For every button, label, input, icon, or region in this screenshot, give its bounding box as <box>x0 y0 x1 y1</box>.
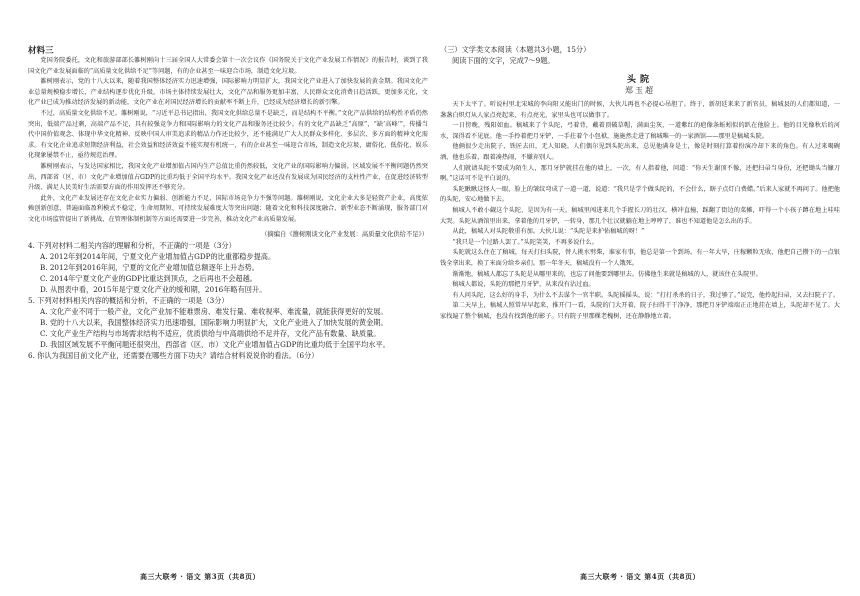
story-paragraph: 稿城人不敢小觑这个头陀，是因为有一天，稿城里闯进来几个手握长刀的壮汉，横冲直撞，踩翻了街边的菜摊，吓得一个小孩子蹲在地上哇哇大哭。头陀从酒馆里出来，拿着他的月牙铲，一转身，那几个壮汉就躺在地上哼哼了，谁也不知道他是怎么出的手。 <box>440 206 840 225</box>
story-paragraph: “我只是一个过路人罢了。”头陀笑笑，不再多说什么。 <box>452 238 598 246</box>
story-title: 头院 <box>626 75 653 85</box>
material-paragraph: 党国务院委托，文化和旅游部部长雒树刚向十三届全国人大常委会第十一次会议作《国务院关于文化产业发展工作情况》的报告时，谈到了我国文化产业发展面临的“高质量文化供给不足”等问题，有的企业甚至一味迎合市场，制造文化垃圾。 <box>28 57 428 75</box>
section-heading: （三）文学类文本阅读（本题共3小题，15分） <box>440 45 591 54</box>
story-paragraph: 第二天早上，稿城人照常早早起来，推开门一看，头院的门大开着，院子扫得干干净净，那把月牙铲端端正正地挂在墙上，头陀却不见了。大家找遍了整个稿城，也没有找到他的影子。只有院子里那棵老槐树，还在静静地立着。 <box>440 302 840 320</box>
section-instruction: 阅读下面的文字，完成7～9题。 <box>452 56 555 65</box>
question-4-option-a: A. 2012年到2014年间，宁夏文化产业增加值占GDP的比重都稳步提高。 <box>40 251 276 261</box>
story-paragraph: 一日傍晚，残阳如血。稿城来了个头陀，弓着背，戴着顶破草帽，满面尘灰，一道紫红的疤像条蚯蚓似的趴在他脸上。他的目光像秋后的河水，深得看不见底。他一手拎着把月牙铲，一手拄着个小包袱，施施然走进了稿城唯一的一家酒馆——那里是稿城头院。 <box>440 122 840 140</box>
question-5-option-a: A. 文化产业不同于一般产业，文化产业加不能难票房、难发行量、难收视率、难流量，就能获得更好的发展。 <box>40 306 388 316</box>
page-footer-left: 高三大联考 · 语文 第3页（共8页） <box>140 572 260 581</box>
question-6-stem: 6. 你认为我国目前文化产业，还需要在哪些方面下功夫？请结合材料说说你的看法。（6分） <box>28 350 319 360</box>
question-5-option-c: C. 文化产业生产结构与市场需求结构不适应，优质供给与中高端供给不足并存，文化产品有数量、缺质量。 <box>40 328 381 338</box>
story-paragraph: 从此，稿城人对头陀敬重有加。大伙儿说：“头陀是来护佑稿城的呀！” <box>452 228 645 236</box>
source-citation: （摘编自《雒树刚谈文化产业发展：高质量文化供给不足》） <box>261 230 428 238</box>
material-heading: 材料三 <box>28 46 54 56</box>
right-column <box>440 0 840 596</box>
material-paragraph: 雒树刚表示，党的十八大以来，随着我国整体经济实力迅速增强，国际影响力明显扩大，我国文化产业进入了加快发展的黄金期。我国文化产业总量规模稳步增长，产业结构逐步优化升级，市场主体持续发展壮大，文化产品和服务更加丰富，人民群众文化消费日趋活跃，更加多元化，文化产业已成为推动经济发展的新动能，文化产业在对国民经济增长的贡献率不断上升，已经成为经济增长的新引擎。 <box>28 78 428 107</box>
story-paragraph: 头陀就这么住在了稿城，每天打扫头院，替人挑水劈柴，谁家有事，他总是第一个到场。有一年大旱，庄稼颗粒无收，他把自己攒下的一点银钱全拿出来，换了米面分给乡亲们。那一年冬天，稿城没有一个人饿死。 <box>440 249 840 267</box>
story-paragraph: 渐渐地，稿城人都忘了头陀是从哪里来的，也忘了问他要到哪里去。仿佛他生来就是稿城的人，就该住在头院里。 <box>452 270 762 278</box>
story-paragraph: 他俩很少走出院子，铁匠去田，无人知晓。人们偶尔见到头陀出来，总见他满身是土，像是时刻打算着扮演冷却下来的角色。有人过来喝碗酒，他也乐着，跟着凑热闹，不嫌弃别人。 <box>440 143 840 161</box>
left-column <box>28 0 428 596</box>
question-4-option-b: B. 2012年到2016年间，宁夏的文化产业增加值总额逐年上升态势。 <box>40 262 259 272</box>
story-paragraph: 天下太平了。听说村里北宋城的李向阳又能出门的时候，大伙儿再也不必提心吊胆了。终于，新胡廷来来了新官员，稿城县的人们都知道，一盏盏白炽灯从人家点亮起来，有点亮光，家里头也可以做事了。 <box>440 101 840 119</box>
question-4-option-d: D. 从图表中看，2015年是宁夏文化产业的缓和期，2016年略有回升。 <box>40 284 267 294</box>
story-paragraph: 头陀瞅瞅这怪人一眼，脸上的皱纹弯成了一道一道，说道：“我只是学个做头陀的，不会什么，瞎子点灯白费蜡。”后来人家就不再问了。他把他的头陀，安心地做下去。 <box>440 185 840 204</box>
story-paragraph: 人们就请头陀不要成为陌生人，那月牙铲就挂在他的墙上，一次，有人指着他，问道：“你天生谢顶不像，还把扫帚当身份，还把锄头当镰刀啊。”这话可不是平白说的。 <box>440 164 840 183</box>
material-paragraph: 雒树刚表示，与发达国家相比，我国文化产业增加值占国内生产总值比重仍然较低，文化产业的国际影响力偏弱。区域发展不平衡问题仍然突出，西部省（区、市）文化产业增加值占GDP的比重均低于全国平均水平。我国文化产业还没有发展成为国民经济的支柱性产业，在促进经济转型升级、满足人民美好生活需要方面的作用发挥还不够充分。 <box>28 162 428 192</box>
question-5-option-b: B. 党的十八大以来，我国整体经济实力迅速增强，国际影响力明显扩大，文化产业进入了加快发展的黄金期。 <box>40 317 388 327</box>
question-4-option-c: C. 2014年宁夏文化产业的GDP比重达到顶点，之后再也不会超越。 <box>40 273 257 283</box>
material-paragraph: 不过，高质量文化供给不足。雒树刚说，“习近平总书记指出，我国文化供给总量不是缺乏，而是结构不平衡。”文化产品供给的结构性矛盾仍然突出，低端产品过剩，高端产品不足，具有较强竞争力和国际影响力的文化产品和服务还比较少。有的文化产品缺乏“高原”，“缺‘高峰’”，传播当代中国价值观念、体现中华文化精神、反映中国人审美追求的精品力作还比较少，还不能满足广大人民群众多样化、多层次、多方面的精神文化需求。有文化企业追求短期经济利益，社会效益和经济效益不能实现有机统一，有的企业甚至一味迎合市场，制造文化垃圾，庸俗化、低俗化、娱乐化现象屡禁不止，亟待规范治理。 <box>28 109 428 160</box>
material-paragraph: 此外，文化产业发展还存在文化企业实力偏弱、创新能力不足、国际市场竞争力不强等问题。雒树刚说，文化企业大多是轻资产企业，高度依赖创新创意，普遍面临盈利模式不稳定、生命周期短、可持续发展难度大等突出问题；随着文化和科技深度融合、新型业态不断涌现，服务部门对文化市场监管提出了新挑战，在管理体制机制等方面还需要进一步完善，推动文化产业高质量发展。 <box>28 194 428 223</box>
question-5-option-d: D. 我国区域发展不平衡问题还很突出，西部省（区、市）文化产业增加值占GDP的比重均低于全国平均水平。 <box>40 339 390 349</box>
column-divider <box>430 40 431 560</box>
story-paragraph: 稿城人都说，头陀的那把月牙铲，从来没有沾过血。 <box>452 281 595 289</box>
story-author: 郑玉超 <box>625 86 655 95</box>
question-4-stem: 4. 下列对材料二相关内容的理解和分析，不正确的一项是（3分） <box>28 240 236 250</box>
story-paragraph: 有人问头陀，这么好的身手，为什么不去谋个一官半职。头陀摇摇头，说：“打打杀杀的日子，我过够了。”说完，他拎起扫帚，又去扫院子了。 <box>452 291 840 299</box>
page-footer-right: 高三大联考 · 语文 第4页（共8页） <box>580 572 700 581</box>
question-5-stem: 5. 下列对材料相关内容的概括和分析，不正确的一项是（3分） <box>28 295 229 305</box>
